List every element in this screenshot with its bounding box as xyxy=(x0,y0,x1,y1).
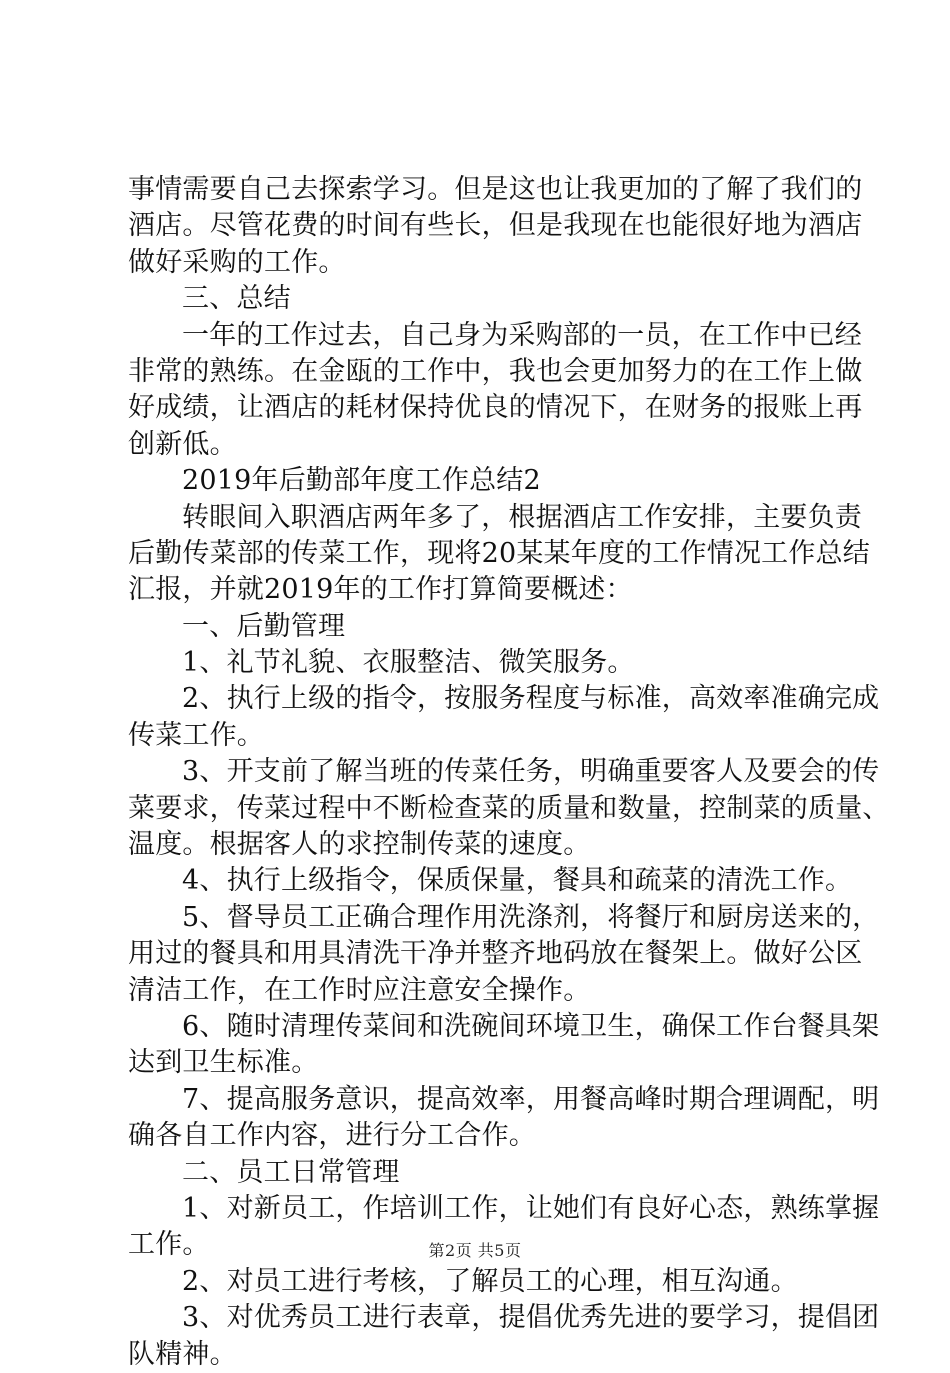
text-line: 事情需要自己去探索学习。但是这也让我更加的了解了我们的 xyxy=(128,174,863,205)
text-line: 队精神。 xyxy=(128,1338,237,1370)
text-line: 工作。 xyxy=(128,1229,210,1261)
list-item: 2、执行上级的指令，按服务程度与标准，高效率准确完成 xyxy=(182,683,880,715)
text-line: 传菜工作。 xyxy=(128,719,264,751)
document-body xyxy=(128,172,890,1373)
list-item: 7、提高服务意识，提高效率，用餐高峰时期合理调配，明 xyxy=(182,1083,880,1115)
list-item: 6、随时清理传菜间和洗碗间环境卫生，确保工作台餐具架 xyxy=(182,1010,880,1042)
list-item: 2、对员工进行考核，了解员工的心理，相互沟通。 xyxy=(182,1265,798,1297)
list-item: 3、对优秀员工进行表章，提倡优秀先进的要学习，提倡团 xyxy=(182,1302,880,1334)
list-item: 1、礼节礼貌、衣服整洁、微笑服务。 xyxy=(182,647,635,679)
text-line: 非常的熟练。在金瓯的工作中，我也会更加努力的在工作上做 xyxy=(128,355,863,387)
text-line: 做好采购的工作。 xyxy=(128,246,346,278)
text-line: 清洁工作，在工作时应注意安全操作。 xyxy=(128,974,591,1006)
text-line: 酒店。尽管花费的时间有些长，但是我现在也能很好地为酒店 xyxy=(128,210,863,242)
text-line: 菜要求，传菜过程中不断检查菜的质量和数量，控制菜的质量、 xyxy=(128,792,890,824)
text-line: 达到卫生标准。 xyxy=(128,1047,319,1079)
section-heading: 三、总结 xyxy=(182,283,291,315)
list-item: 5、督导员工正确合理作用洗涤剂，将餐厅和厨房送来的， xyxy=(182,901,880,933)
text-line: 好成绩，让酒店的耗材保持优良的情况下，在财务的报账上再 xyxy=(128,392,863,424)
document-title: 2019年后勤部年度工作总结2 xyxy=(182,465,541,497)
text-line: 汇报，并就2019年的工作打算简要概述： xyxy=(128,574,633,606)
list-item: 3、开支前了解当班的传菜任务，明确重要客人及要会的传 xyxy=(182,756,880,788)
text-line: 转眼间入职酒店两年多了，根据酒店工作安排，主要负责 xyxy=(182,501,862,533)
text-line: 一年的工作过去，自己身为采购部的一员，在工作中已经 xyxy=(182,319,862,351)
text-line: 后勤传菜部的传菜工作，现将20某某年度的工作情况工作总结 xyxy=(128,537,870,569)
list-item: 4、执行上级指令，保质保量，餐具和疏菜的清洗工作。 xyxy=(182,865,853,897)
list-item: 1、对新员工，作培训工作，让她们有良好心态，熟练掌握 xyxy=(182,1192,880,1224)
text-line: 确各自工作内容，进行分工合作。 xyxy=(128,1120,536,1152)
text-line: 温度。根据客人的求控制传菜的速度。 xyxy=(128,829,591,861)
section-heading: 一、后勤管理 xyxy=(182,610,346,642)
text-line: 创新低。 xyxy=(128,428,237,460)
text-line: 用过的餐具和用具清洗干净并整齐地码放在餐架上。做好公区 xyxy=(128,938,863,970)
section-heading: 二、员工日常管理 xyxy=(182,1156,400,1188)
page-number: 第2页 共5页 xyxy=(428,1241,522,1260)
